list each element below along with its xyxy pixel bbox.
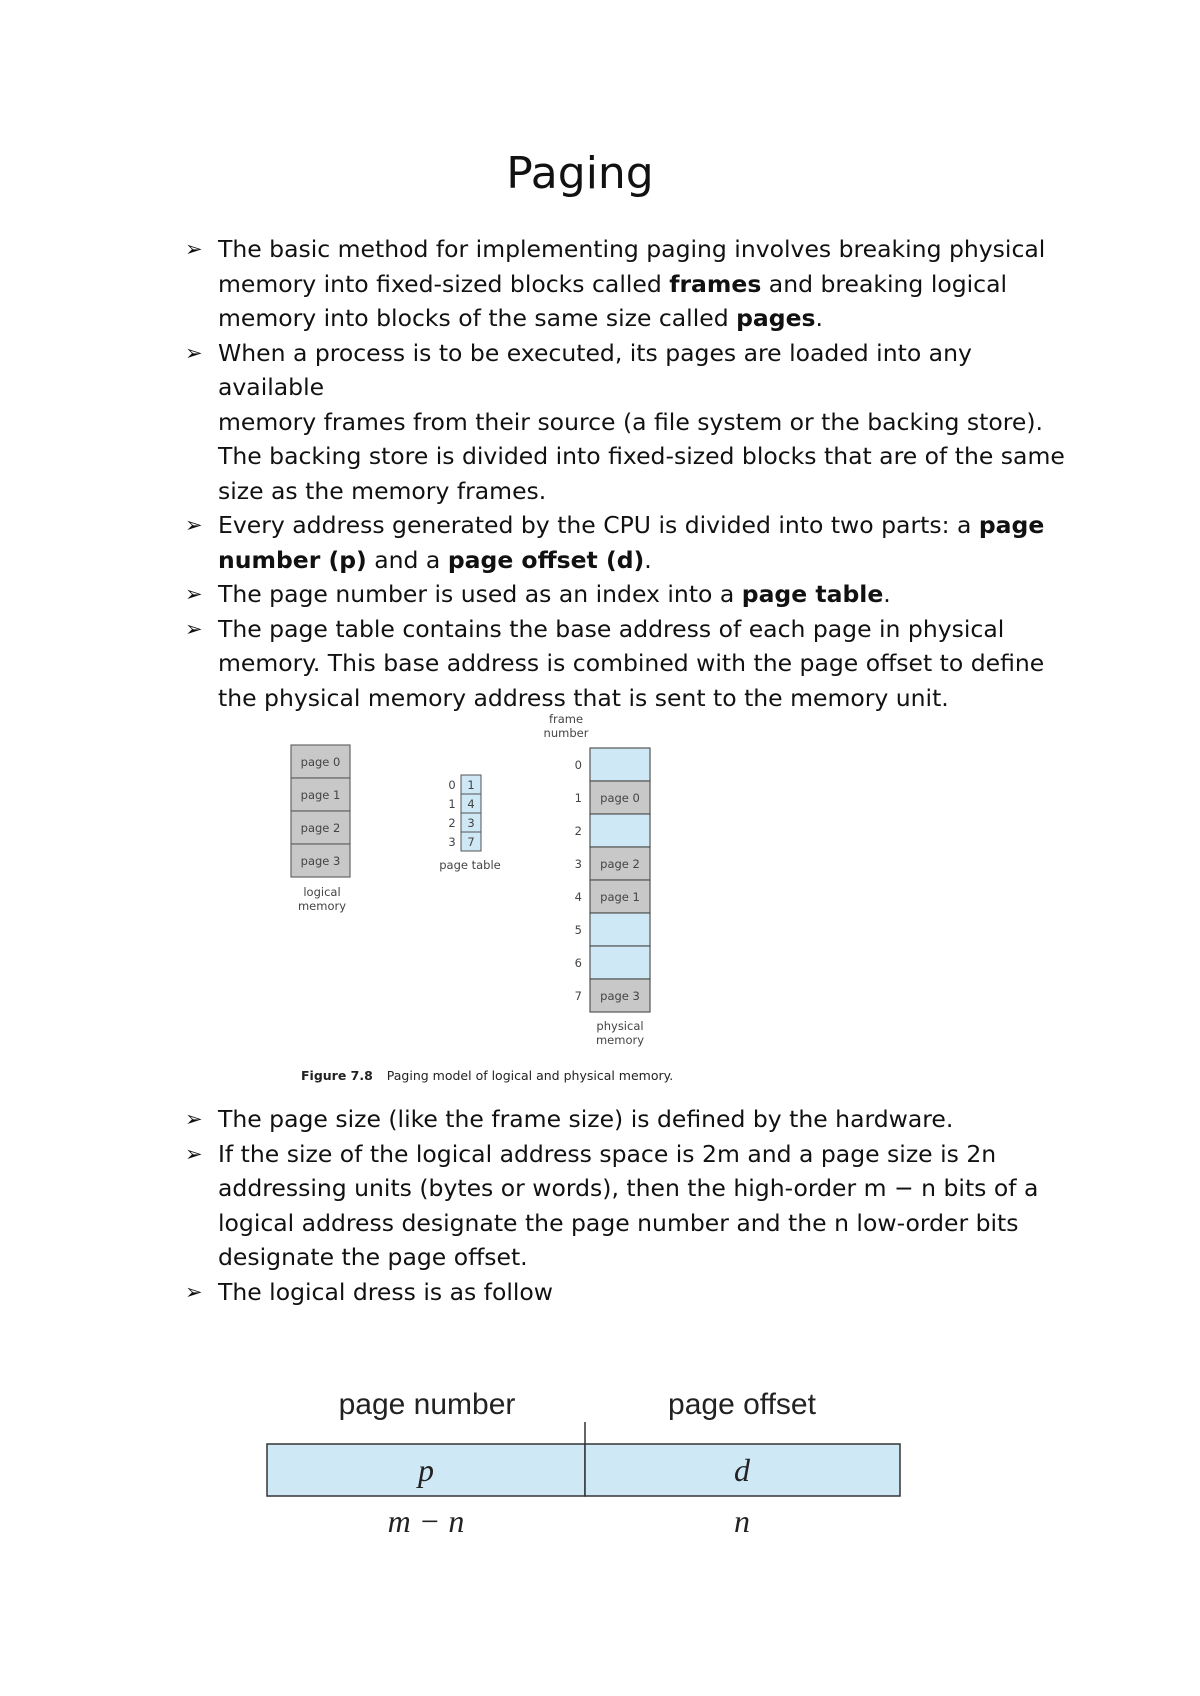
physical-frame (590, 913, 650, 946)
physical-memory-label: physical (596, 1019, 644, 1033)
frame-number: 7 (574, 989, 582, 1003)
page-table (439, 775, 501, 872)
term-pages: pages (736, 304, 816, 332)
figure-caption (301, 1068, 673, 1083)
address-bits-right: n (734, 1503, 750, 1539)
logical-page-label: page 1 (300, 788, 341, 802)
page-table-frame: 1 (467, 778, 475, 792)
frame-number: 1 (574, 791, 582, 805)
list-item: ➢ The page size (like the frame size) is defined by the hardware. (185, 1105, 954, 1133)
arrow-bullet-icon: ➢ (185, 237, 203, 261)
list-item: ➢ The basic method for implementing paging involves breaking physical memory into fixed-sized blocks called frames and breaking logical memory into blocks of the same size called pages. (185, 235, 1046, 332)
term-page-number: page number (p) (218, 511, 1045, 574)
physical-frame (590, 748, 650, 781)
list-item: ➢ Every address generated by the CPU is divided into two parts: a page number (p) and a page offset (d). (185, 511, 1045, 574)
logical-page-label: page 2 (300, 821, 341, 835)
frame-number: 2 (574, 824, 582, 838)
address-cell-p-label: p (418, 1452, 434, 1488)
logical-address-format (0, 1380, 1200, 1540)
arrow-bullet-icon: ➢ (185, 616, 203, 641)
address-header-page-number: page number (338, 1388, 516, 1421)
address-cell-d-label: d (734, 1452, 750, 1488)
frame-number: 0 (574, 758, 582, 772)
address-header-page-offset: page offset (668, 1388, 816, 1421)
list-item: ➢ The logical dress is as follow (185, 1277, 553, 1306)
page-table-index: 1 (448, 797, 456, 811)
arrow-bullet-icon: ➢ (185, 582, 203, 606)
address-bits-left: m − n (387, 1503, 465, 1539)
page-table-label: page table (439, 858, 501, 872)
physical-frame (590, 946, 650, 979)
list-item: ➢ When a process is to be executed, its pages are loaded into any available memory frames from their source (a file system or the backing store). The backing store is divided into fixed-sized blocks that are of the same size as the memory frames. (185, 338, 1065, 505)
arrow-bullet-icon: ➢ (185, 1107, 203, 1131)
frame-number-header: number (543, 726, 589, 740)
page-table-frame: 4 (467, 797, 475, 811)
physical-frame-label: page 3 (600, 989, 640, 1003)
frame-number: 4 (574, 890, 582, 904)
arrow-bullet-icon: ➢ (185, 513, 203, 537)
physical-memory (544, 712, 650, 1047)
physical-frame-label: page 0 (600, 791, 640, 805)
figure-caption-text: Paging model of logical and physical memory. (386, 1068, 674, 1083)
logical-memory (291, 745, 350, 913)
logical-page-label: page 3 (300, 854, 341, 868)
physical-frame-label: page 1 (600, 890, 640, 904)
frame-number: 3 (574, 857, 582, 871)
page-table-index: 3 (448, 835, 456, 849)
term-page-table: page table (741, 580, 884, 608)
logical-memory-label: memory (297, 899, 347, 913)
page-title: Paging (506, 148, 654, 199)
frame-number-header: frame (548, 712, 584, 726)
arrow-bullet-icon: ➢ (185, 1141, 203, 1166)
arrow-bullet-icon: ➢ (185, 340, 203, 365)
logical-page-label: page 0 (300, 755, 341, 769)
frame-number: 6 (574, 956, 582, 970)
list-item: ➢ The page number is used as an index into a page table. (185, 580, 891, 608)
page-table-index: 0 (448, 778, 456, 792)
list-item: ➢ If the size of the logical address space is 2m and a page size is 2n addressing units (bytes or words), then the high-order m − n bits of a logical address designate the page number and the n low-order bits designate the page offset. (185, 1139, 1039, 1271)
logical-memory-label: logical (303, 885, 341, 899)
list-item: ➢ The page table contains the base address of each page in physical memory. This base address is combined with the page offset to define the physical memory address that is sent to the memory unit. (185, 614, 1045, 712)
page-table-frame: 3 (467, 816, 475, 830)
term-frames: frames (669, 269, 762, 298)
term-page-offset: page offset (d) (447, 545, 645, 574)
arrow-bullet-icon: ➢ (185, 1279, 203, 1304)
page-table-index: 2 (448, 816, 456, 830)
physical-memory-label: memory (595, 1033, 645, 1047)
physical-frame (590, 814, 650, 847)
physical-frame-label: page 2 (600, 857, 640, 871)
page-table-frame: 7 (467, 835, 475, 849)
frame-number: 5 (574, 923, 582, 937)
figure-caption-number: Figure 7.8 (301, 1068, 373, 1083)
bullet-list-bottom (185, 1102, 1065, 1309)
